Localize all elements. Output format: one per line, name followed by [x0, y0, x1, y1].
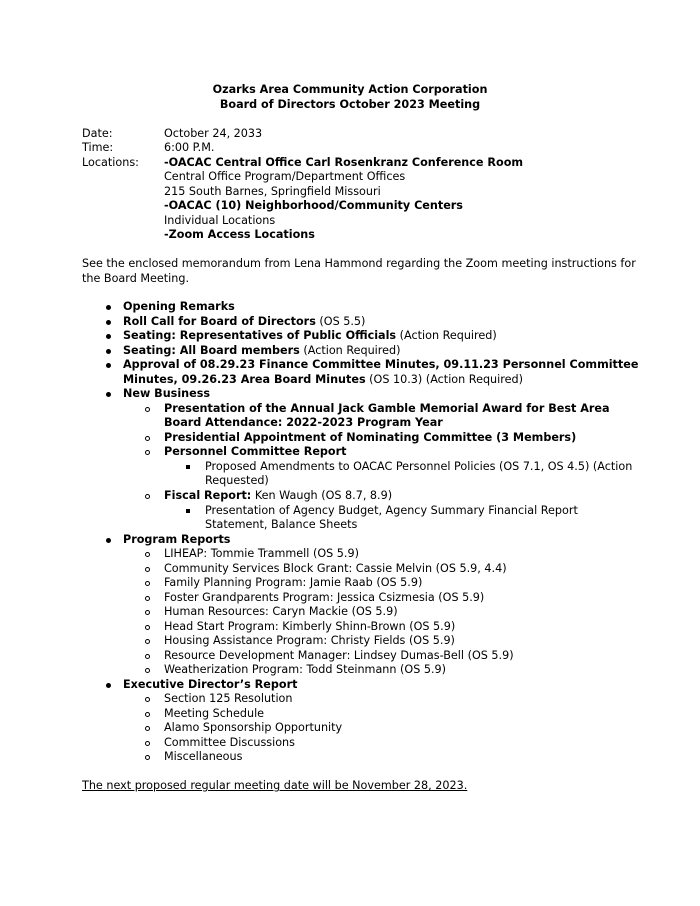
locations-label: Locations: [82, 156, 139, 169]
program-report-item: Head Start Program: Kimberly Shinn-Brown (OS 5.9) [164, 620, 456, 633]
location-line: Individual Locations [164, 214, 276, 227]
sub-sub-item-fiscal-line1: Presentation of Agency Budget, Agency Summary Financial Report [205, 504, 578, 517]
memo-line: the Board Meeting. [82, 272, 190, 285]
time-value: 6:00 P.M. [164, 141, 215, 154]
executive-item: Committee Discussions [164, 736, 295, 749]
program-report-item: Family Planning Program: Jamie Raab (OS 5.9) [164, 576, 423, 589]
sub-sub-item-personnel-line2: Requested) [205, 474, 269, 487]
agenda-item-program-reports: Program Reports [123, 533, 231, 546]
sub-item-rest: Ken Waugh (OS 8.7, 8.9) [251, 489, 393, 502]
program-report-item: LIHEAP: Tommie Trammell (OS 5.9) [164, 547, 359, 560]
bullet-dot-icon [106, 305, 111, 310]
bullet-dot-icon [106, 363, 111, 368]
sub-sub-item-personnel-line1: Proposed Amendments to OACAC Personnel Policies (OS 7.1, OS 4.5) (Action [205, 460, 633, 473]
agenda-item-rest: (OS 5.5) [315, 315, 366, 328]
bullet-circle-icon [145, 567, 150, 572]
sub-item-fiscal [164, 489, 392, 503]
bullet-circle-icon [145, 596, 150, 601]
next-meeting-note: The next proposed regular meeting date will be November 28, 2023. [82, 779, 468, 792]
agenda-item-opening [123, 300, 235, 314]
bullet-circle-icon [145, 552, 150, 557]
bullet-circle-icon [145, 625, 150, 630]
meeting-title: Board of Directors October 2023 Meeting [219, 98, 481, 111]
location-line: Central Office Program/Department Offices [164, 170, 406, 183]
agenda-item-rest: (Action Required) [299, 344, 401, 357]
bullet-circle-icon [145, 494, 150, 499]
sub-sub-item-fiscal-line2: Statement, Balance Sheets [205, 518, 358, 531]
agenda-item-bold: Opening Remarks [123, 300, 235, 313]
bullet-dot-icon [106, 538, 111, 543]
bullet-circle-icon [145, 668, 150, 673]
memo-line: See the enclosed memorandum from Lena Hammond regarding the Zoom meeting instructions for [82, 257, 636, 270]
bullet-circle-icon [145, 755, 150, 760]
executive-item: Miscellaneous [164, 750, 243, 763]
sub-item-award-line2: Board Attendance: 2022-2023 Program Year [164, 416, 443, 429]
agenda-item-bold: Minutes, 09.26.23 Area Board Minutes [123, 373, 366, 386]
date-value: October 24, 2033 [164, 127, 263, 140]
date-label: Date: [82, 127, 113, 140]
agenda-item-rest: (Action Required) [396, 329, 497, 342]
bullet-square-icon [186, 465, 190, 469]
agenda-item-executive: Executive Director’s Report [123, 678, 298, 691]
agenda-item-rest: (OS 10.3) (Action Required) [365, 373, 523, 386]
program-report-item: Human Resources: Caryn Mackie (OS 5.9) [164, 605, 398, 618]
agenda-item-approval-line1: Approval of 08.29.23 Finance Committee Minutes, 09.11.23 Personnel Committee [123, 358, 639, 371]
bullet-circle-icon [145, 581, 150, 586]
bullet-square-icon [186, 509, 190, 513]
program-report-item: Resource Development Manager: Lindsey Dumas-Bell (OS 5.9) [164, 649, 514, 662]
bullet-dot-icon [106, 349, 111, 354]
agenda-item-bold: Roll Call for Board of Directors [123, 315, 316, 328]
bullet-dot-icon [106, 320, 111, 325]
agenda-item-bold: Seating: All Board members [123, 344, 300, 357]
agenda-item-approval-line2 [123, 373, 523, 387]
bullet-circle-icon [145, 610, 150, 615]
location-line: -Zoom Access Locations [164, 228, 315, 241]
bullet-circle-icon [145, 741, 150, 746]
agenda-item-seating-public [123, 329, 497, 343]
bullet-dot-icon [106, 683, 111, 688]
agenda-item-seating-board [123, 344, 400, 358]
bullet-circle-icon [145, 407, 150, 412]
executive-item: Meeting Schedule [164, 707, 265, 720]
sub-item-presidential: Presidential Appointment of Nominating Committee (3 Members) [164, 431, 577, 444]
bullet-dot-icon [106, 334, 111, 339]
bullet-circle-icon [145, 654, 150, 659]
program-report-item: Foster Grandparents Program: Jessica Csizmesia (OS 5.9) [164, 591, 485, 604]
executive-item: Section 125 Resolution [164, 692, 293, 705]
agenda-item-roll-call [123, 315, 365, 329]
program-report-item: Housing Assistance Program: Christy Fields (OS 5.9) [164, 634, 455, 647]
sub-item-award-line1: Presentation of the Annual Jack Gamble Memorial Award for Best Area [164, 402, 610, 415]
sub-item-personnel: Personnel Committee Report [164, 445, 347, 458]
executive-item: Alamo Sponsorship Opportunity [164, 721, 343, 734]
bullet-circle-icon [145, 697, 150, 702]
time-label: Time: [82, 141, 114, 154]
agenda-item-new-business: New Business [123, 387, 211, 400]
location-line: -OACAC Central Office Carl Rosenkranz Conference Room [164, 156, 524, 169]
agenda-item-bold: Seating: Representatives of Public Officials [123, 329, 397, 342]
bullet-circle-icon [145, 712, 150, 717]
bullet-circle-icon [145, 450, 150, 455]
bullet-circle-icon [145, 639, 150, 644]
bullet-dot-icon [106, 392, 111, 397]
location-line: -OACAC (10) Neighborhood/Community Centers [164, 199, 463, 212]
program-report-item: Community Services Block Grant: Cassie Melvin (OS 5.9, 4.4) [164, 562, 507, 575]
program-report-item: Weatherization Program: Todd Steinmann (OS 5.9) [164, 663, 447, 676]
org-title: Ozarks Area Community Action Corporation [212, 83, 488, 96]
bullet-circle-icon [145, 436, 150, 441]
bullet-circle-icon [145, 726, 150, 731]
sub-item-bold: Fiscal Report: [164, 489, 252, 502]
location-line: 215 South Barnes, Springfield Missouri [164, 185, 381, 198]
